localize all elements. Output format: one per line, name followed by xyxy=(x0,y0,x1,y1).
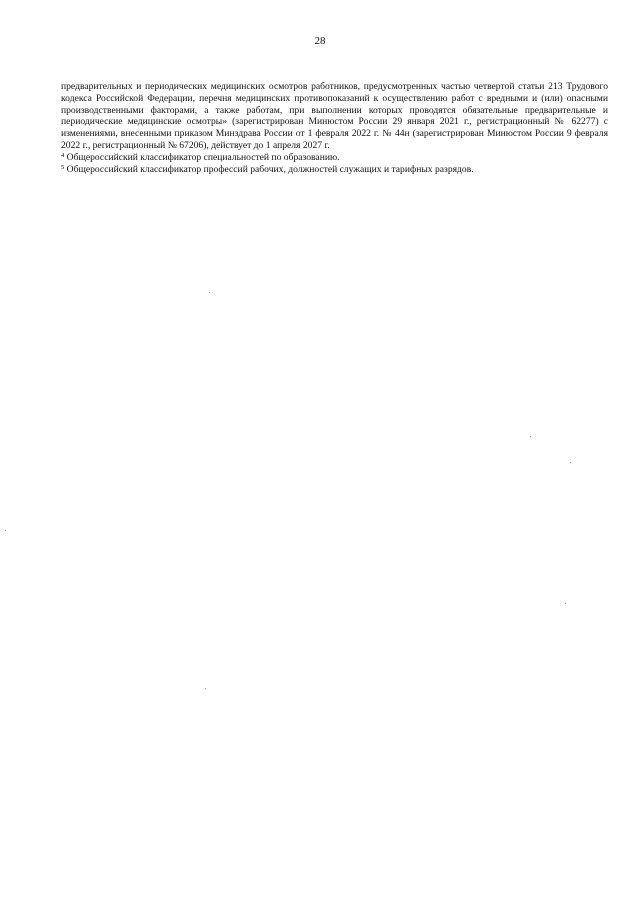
footnotes-section xyxy=(61,81,608,175)
scan-speck xyxy=(565,603,566,604)
page-number: 28 xyxy=(314,35,326,47)
scan-speck xyxy=(570,462,571,463)
scan-speck xyxy=(205,688,206,689)
scan-speck xyxy=(209,292,210,293)
footnote-5 xyxy=(61,164,608,176)
footnote-4-text: Общероссийский классификатор специальностей по образованию. xyxy=(64,151,340,163)
footnote-4 xyxy=(61,152,608,164)
footnote-5-mark: 5 xyxy=(61,163,65,171)
scan-speck xyxy=(5,530,6,531)
footnote-4-mark: 4 xyxy=(61,151,65,159)
footnote-5-text: Общероссийский классификатор профессий рабочих, должностей служащих и тарифных разрядов. xyxy=(64,163,474,175)
footnote-continuation: предварительных и периодических медицинских осмотров работников, предусмотренных частью четвертой статьи 213 Трудового кодекса Российской Федерации, перечня медицинских противопоказаний к осуществлению работ с вредными и (или) опасными производственными факторами, а также работам, при выполнении которых проводятся обязательные предварительные и периодические медицинские осмотры» (зарегистрирован Минюстом России 29 января 2021 г., регистрационный № 62277) с изменениями, внесенными приказом Минздрава России от 1 февраля 2022 г. № 44н (зарегистрирован Минюстом России 9 февраля 2022 г., регистрационный № 67206), действует до 1 апреля 2027 г. xyxy=(61,81,608,151)
scan-speck xyxy=(530,436,531,437)
